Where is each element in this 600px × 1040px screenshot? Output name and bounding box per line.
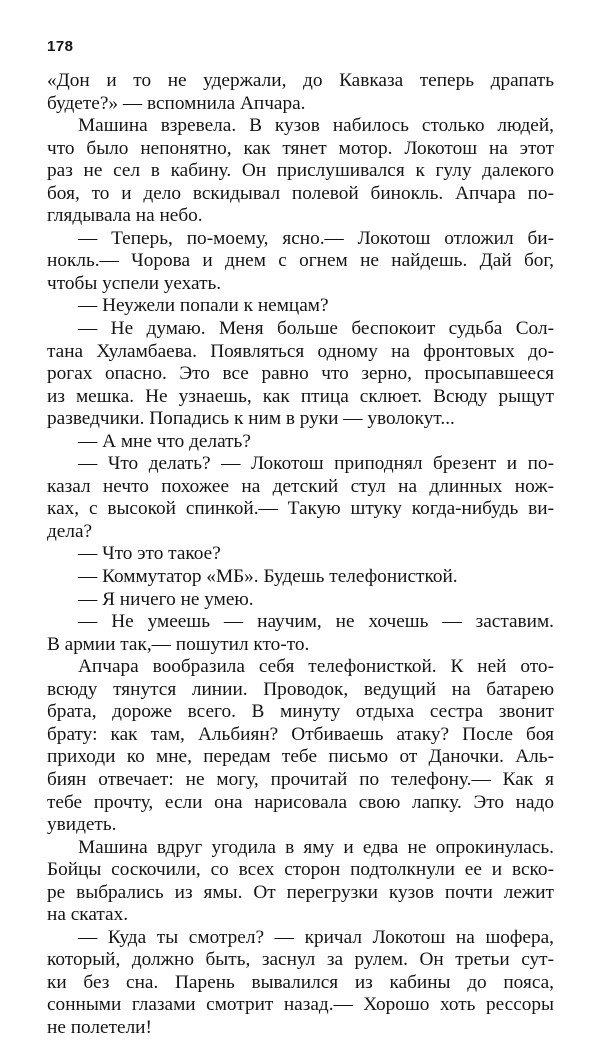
text-line: тебе прочту, если она нарисовала свою лапку. Это надо	[47, 791, 554, 813]
text-line: — Коммутатор «МБ». Будешь телефонисткой.	[78, 566, 458, 588]
text-line: который, должно быть, заснул за рулем. Он третьи сут-	[47, 949, 554, 971]
text-line: ки без сна. Парень вывалился из кабины до пояса,	[47, 971, 554, 993]
text-line: — Я ничего не умею.	[78, 588, 254, 610]
text-line: Машина взревела. В кузов набилось столько людей,	[78, 115, 554, 137]
text-line: биян отвечает: не могу, прочитай по телефону.— Как я	[47, 768, 554, 790]
text-line: — А мне что делать?	[78, 430, 251, 452]
text-line: Апчара вообразила себя телефонисткой. К ней ото-	[78, 656, 554, 678]
text-line: глядывала на небо.	[47, 205, 203, 227]
text-line: — Куда ты смотрел? — кричал Локотош на шофера,	[78, 926, 554, 948]
text-line: Бойцы соскочили, со всех сторон подтолкнули ее и вско-	[47, 859, 554, 881]
text-line: рогах опасно. Это все равно что зерно, просыпавшееся	[47, 363, 554, 385]
text-line: тана Хуламбаева. Появляться одному на фронтовых до-	[47, 340, 554, 362]
text-line: Машина вдруг угодила в яму и едва не опрокинулась.	[78, 836, 554, 858]
text-line: — Теперь, по-моему, ясно.— Локотош отложил би-	[78, 227, 554, 249]
text-line: брату: как там, Альбиян? Отбиваешь атаку? После боя	[47, 723, 554, 745]
text-line: разведчики. Попадись к ним в руки — уволокут...	[47, 408, 455, 430]
text-line: боя, то и дело вскидывал полевой бинокль. Апчара по-	[47, 182, 554, 204]
text-line: всюду тянутся линии. Проводок, ведущий на батарею	[47, 678, 554, 700]
text-line: чтобы успели уехать.	[47, 272, 222, 294]
text-line: будете?» — вспомнила Апчара.	[47, 92, 306, 114]
text-line: — Не умеешь — научим, не хочешь — заставим.	[78, 611, 554, 633]
text-line: брата, дороже всего. В минуту отдыха сестра звонит	[47, 701, 554, 723]
text-line: приходи ко мне, передам тебе письмо от Даночки. Аль-	[47, 746, 554, 768]
text-line: не полетели!	[47, 1016, 152, 1038]
text-line: — Что делать? — Локотош приподнял брезент и по-	[78, 453, 554, 475]
page-number: 178	[47, 38, 74, 55]
text-line: ках, с высокой спинкой.— Такую штуку когда-нибудь ви-	[47, 498, 554, 520]
text-line: что было непонятно, как тянет мотор. Локотош на этот	[47, 137, 554, 159]
text-line: раз не сел в кабину. Он прислушивался к гулу далекого	[47, 160, 554, 182]
text-line: на скатах.	[47, 904, 129, 926]
text-line: увидеть.	[47, 814, 117, 836]
text-line: — Что это такое?	[78, 543, 221, 565]
text-line: сонными глазами смотрит назад.— Хорошо хоть рессоры	[47, 994, 554, 1016]
text-line: — Не думаю. Меня больше беспокоит судьба Сол-	[78, 318, 554, 340]
text-line: нокль.— Чорова и днем с огнем не найдешь. Дай бог,	[47, 250, 554, 272]
text-line: В армии так,— пошутил кто-то.	[47, 633, 310, 655]
body-text	[47, 70, 554, 1040]
text-line: дела?	[47, 520, 93, 542]
text-line: из мешка. Не узнаешь, как птица склюет. Всюду рыщут	[47, 385, 554, 407]
text-line: — Неужели попали к немцам?	[78, 295, 329, 317]
text-line: казал нечто похожее на детский стул на длинных нож-	[47, 475, 554, 497]
text-line: «Дон и то не удержали, до Кавказа теперь драпать	[47, 70, 554, 91]
text-line: ре выбрались из ямы. От перегрузки кузов почти лежит	[47, 881, 554, 903]
